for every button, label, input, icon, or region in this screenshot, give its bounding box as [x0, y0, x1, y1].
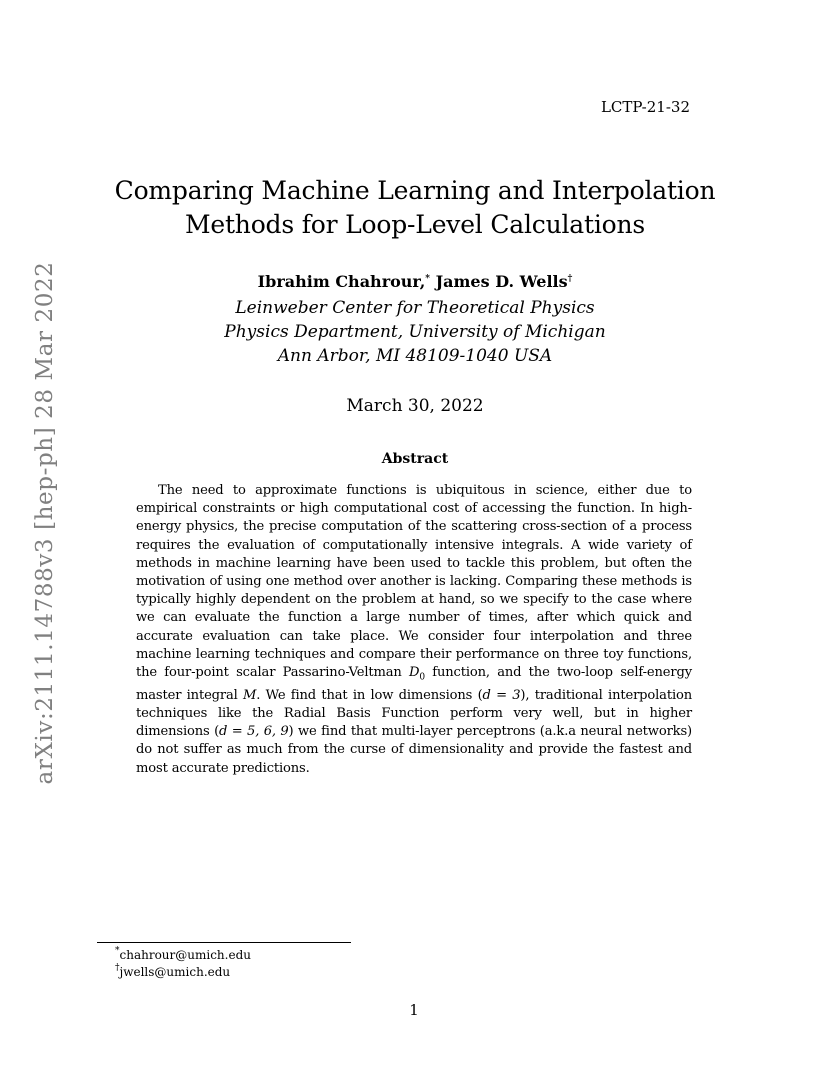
math-expression: d = 5, 6, 9: [219, 724, 289, 740]
footnote-email: chahrour@umich.edu: [119, 948, 251, 962]
footnote: [115, 963, 230, 979]
affiliation-line: Leinweber Center for Theoretical Physics: [235, 298, 595, 318]
abstract-text-part: function, and the two-loop self-energy master integral: [136, 665, 692, 703]
abstract-heading: Abstract: [381, 451, 449, 467]
math-expression: d = 3: [482, 687, 521, 703]
footnote-email: jwells@umich.edu: [119, 965, 231, 979]
author-name: James D. Wells: [435, 272, 568, 291]
title-line-2: Methods for Loop-Level Calculations: [184, 210, 646, 239]
footnote-divider: [97, 942, 351, 943]
footnote-marker: *: [425, 274, 430, 284]
abstract-text: [136, 482, 692, 778]
abstract-text-part: ), traditional interpolation techniques like the Radial Basis Function perform very well, but in higher dimensions (: [136, 687, 693, 740]
author-name: Ibrahim Chahrour: [257, 272, 420, 291]
paper-date: March 30, 2022: [346, 396, 484, 416]
math-symbol: D: [409, 665, 420, 681]
affiliation-line: Physics Department, University of Michigan: [224, 322, 606, 342]
math-subscript: 0: [419, 672, 425, 683]
title-line-1: Comparing Machine Learning and Interpolation: [114, 176, 716, 205]
author-separator: ,: [419, 272, 426, 291]
page-number: 1: [409, 1001, 419, 1019]
footnote-marker: *: [115, 946, 120, 956]
report-number: LCTP-21-32: [600, 98, 690, 116]
footnote-marker: †: [567, 274, 573, 284]
footnote-marker: †: [115, 963, 120, 973]
affiliation-line: Ann Arbor, MI 48109-1040 USA: [277, 346, 553, 366]
footnote: [115, 946, 251, 962]
paper-title: [100, 174, 730, 242]
abstract-text-part: . We find that in low dimensions (: [256, 687, 483, 703]
author-list: [100, 272, 730, 291]
math-symbol: M: [243, 687, 257, 703]
abstract-text-part: ) we find that multi-layer perceptrons (a.k.a neural networks) do not suffer as much from the curse of dimensionality and provide the fastest and most accurate predictions.: [136, 724, 692, 776]
arxiv-identifier-stamp: arXiv:2111.14788v3 [hep-ph] 28 Mar 2022: [32, 261, 58, 785]
abstract-text-part: The need to approximate functions is ubiquitous in science, either due to empirical constraints or high computational cost of accessing the function. In high-energy physics, the precise computation of the scattering cross-section of a process requires the evaluation of computationally intensive integrals. A wide variety of methods in machine learning have been used to tackle this problem, but often the motivation of using one method over another is lacking. Comparing these methods is typically highly dependent on the problem at hand, so we specify to the case where we can evaluate the function a large number of times, after which quick and accurate evaluation can take place. We consider four interpolation and three machine learning techniques and compare their performance on three toy functions, the four-point scalar Passarino-Veltman: [136, 483, 692, 681]
